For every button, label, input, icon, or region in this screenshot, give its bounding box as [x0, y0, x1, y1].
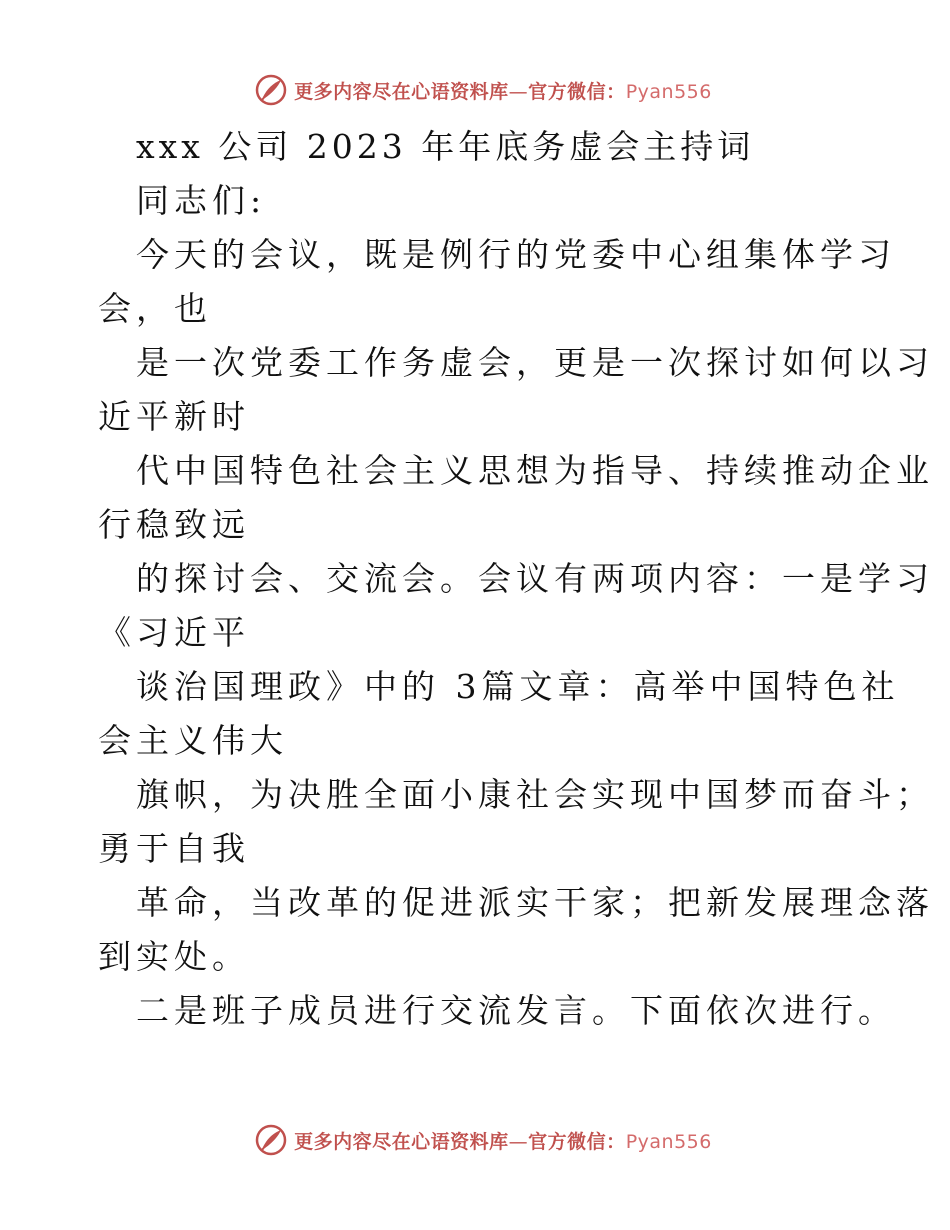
- header-watermark: [0, 70, 950, 110]
- paragraph-line: 会，也: [98, 289, 212, 328]
- document-body: [98, 120, 934, 1038]
- watermark-group: [254, 1123, 712, 1157]
- paragraph-line: 会主义伟大: [98, 721, 288, 760]
- salutation: 同志们:: [136, 181, 267, 220]
- watermark-official-label: 官方微信：: [528, 80, 626, 103]
- footer-watermark: [0, 1120, 950, 1160]
- watermark-separator: —: [508, 80, 529, 103]
- paragraph-line: 是一次党委工作务虚会，更是一次探讨如何以习: [136, 343, 934, 382]
- paragraph-line: 的探讨会、交流会。会议有两项内容：一是学习: [136, 559, 934, 598]
- paragraph-line: 革命，当改革的促进派实干家；把新发展理念落: [136, 883, 934, 922]
- watermark-site-name: 更多内容尽在心语资料库: [294, 80, 509, 103]
- watermark-text: [294, 1127, 712, 1154]
- watermark-handle: Pyan556: [625, 80, 712, 103]
- paragraph-line: 旗帜，为决胜全面小康社会实现中国梦而奋斗；: [136, 775, 934, 814]
- paragraph-line: 《习近平: [98, 613, 250, 652]
- paragraph-line: 行稳致远: [98, 505, 250, 544]
- quill-pen-logo-icon: [254, 73, 288, 107]
- paragraph-line: 勇于自我: [98, 829, 250, 868]
- paragraph-line: 到实处。: [98, 937, 250, 976]
- paragraph-line: 近平新时: [98, 397, 250, 436]
- watermark-text: [294, 77, 712, 104]
- watermark-site-name: 更多内容尽在心语资料库: [294, 1130, 509, 1153]
- document-title: xxx 公司 2023 年年底务虚会主持词: [136, 127, 755, 166]
- paragraph-line: 谈治国理政》中的 3篇文章：高举中国特色社: [136, 667, 900, 706]
- watermark-separator: —: [508, 1130, 529, 1153]
- paragraph-line: 二是班子成员进行交流发言。下面依次进行。: [136, 991, 896, 1030]
- paragraph-line: 代中国特色社会主义思想为指导、持续推动企业: [136, 451, 934, 490]
- paragraph-line: 今天的会议，既是例行的党委中心组集体学习: [136, 235, 896, 274]
- watermark-official-label: 官方微信：: [528, 1130, 626, 1153]
- watermark-handle: Pyan556: [625, 1130, 712, 1153]
- quill-pen-logo-icon: [254, 1123, 288, 1157]
- watermark-group: [254, 73, 712, 107]
